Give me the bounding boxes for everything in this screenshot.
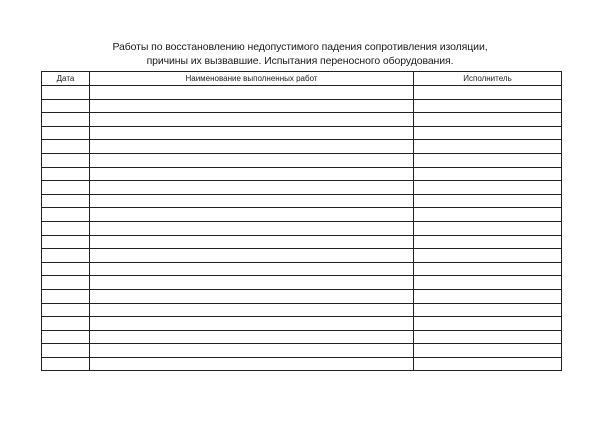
- column-header-executor: Исполнитель: [414, 72, 562, 86]
- table-row: [42, 317, 562, 331]
- cell-executor: [414, 344, 562, 358]
- cell-work: [90, 317, 414, 331]
- table-row: [42, 140, 562, 154]
- table-row: [42, 303, 562, 317]
- cell-date: [42, 126, 90, 140]
- table-row: [42, 330, 562, 344]
- cell-executor: [414, 317, 562, 331]
- cell-work: [90, 262, 414, 276]
- table-row: [42, 289, 562, 303]
- cell-executor: [414, 330, 562, 344]
- cell-work: [90, 330, 414, 344]
- cell-executor: [414, 249, 562, 263]
- cell-date: [42, 262, 90, 276]
- cell-date: [42, 99, 90, 113]
- cell-executor: [414, 153, 562, 167]
- table-row: [42, 344, 562, 358]
- cell-work: [90, 303, 414, 317]
- cell-date: [42, 276, 90, 290]
- cell-work: [90, 167, 414, 181]
- cell-date: [42, 181, 90, 195]
- cell-executor: [414, 221, 562, 235]
- table-row: [42, 167, 562, 181]
- cell-executor: [414, 126, 562, 140]
- cell-work: [90, 113, 414, 127]
- cell-work: [90, 194, 414, 208]
- document-title-line-1: Работы по восстановлению недопустимого падения сопротивления изоляции,: [112, 41, 488, 53]
- cell-work: [90, 153, 414, 167]
- cell-executor: [414, 99, 562, 113]
- cell-executor: [414, 303, 562, 317]
- cell-executor: [414, 289, 562, 303]
- cell-date: [42, 344, 90, 358]
- table-row: [42, 235, 562, 249]
- column-header-work: Наименование выполненных работ: [90, 72, 414, 86]
- cell-executor: [414, 140, 562, 154]
- document-title: [0, 40, 600, 68]
- cell-date: [42, 357, 90, 371]
- cell-executor: [414, 262, 562, 276]
- cell-date: [42, 208, 90, 222]
- table-row: [42, 276, 562, 290]
- cell-work: [90, 86, 414, 100]
- cell-work: [90, 289, 414, 303]
- table-row: [42, 181, 562, 195]
- cell-executor: [414, 194, 562, 208]
- cell-work: [90, 126, 414, 140]
- cell-work: [90, 221, 414, 235]
- cell-executor: [414, 113, 562, 127]
- cell-date: [42, 317, 90, 331]
- work-log-table: [41, 71, 562, 371]
- cell-date: [42, 194, 90, 208]
- cell-executor: [414, 357, 562, 371]
- cell-executor: [414, 208, 562, 222]
- cell-date: [42, 303, 90, 317]
- cell-date: [42, 113, 90, 127]
- cell-work: [90, 235, 414, 249]
- table-row: [42, 126, 562, 140]
- cell-date: [42, 289, 90, 303]
- cell-work: [90, 344, 414, 358]
- cell-date: [42, 86, 90, 100]
- cell-date: [42, 167, 90, 181]
- cell-date: [42, 235, 90, 249]
- cell-work: [90, 99, 414, 113]
- table-row: [42, 86, 562, 100]
- cell-date: [42, 153, 90, 167]
- cell-executor: [414, 181, 562, 195]
- cell-work: [90, 181, 414, 195]
- cell-executor: [414, 167, 562, 181]
- cell-date: [42, 330, 90, 344]
- cell-executor: [414, 235, 562, 249]
- cell-work: [90, 249, 414, 263]
- cell-work: [90, 140, 414, 154]
- cell-date: [42, 221, 90, 235]
- table-row: [42, 153, 562, 167]
- cell-work: [90, 357, 414, 371]
- table-row: [42, 249, 562, 263]
- cell-date: [42, 249, 90, 263]
- table-row: [42, 357, 562, 371]
- cell-work: [90, 276, 414, 290]
- cell-work: [90, 208, 414, 222]
- cell-executor: [414, 86, 562, 100]
- table-row: [42, 113, 562, 127]
- cell-executor: [414, 276, 562, 290]
- table-header-row: [42, 72, 562, 86]
- table-body: [42, 86, 562, 371]
- column-header-date: Дата: [42, 72, 90, 86]
- table-row: [42, 208, 562, 222]
- table-row: [42, 194, 562, 208]
- table-row: [42, 99, 562, 113]
- cell-date: [42, 140, 90, 154]
- table-row: [42, 221, 562, 235]
- table-row: [42, 262, 562, 276]
- document-title-line-2: причины их вызвавшие. Испытания переносного оборудования.: [146, 55, 454, 67]
